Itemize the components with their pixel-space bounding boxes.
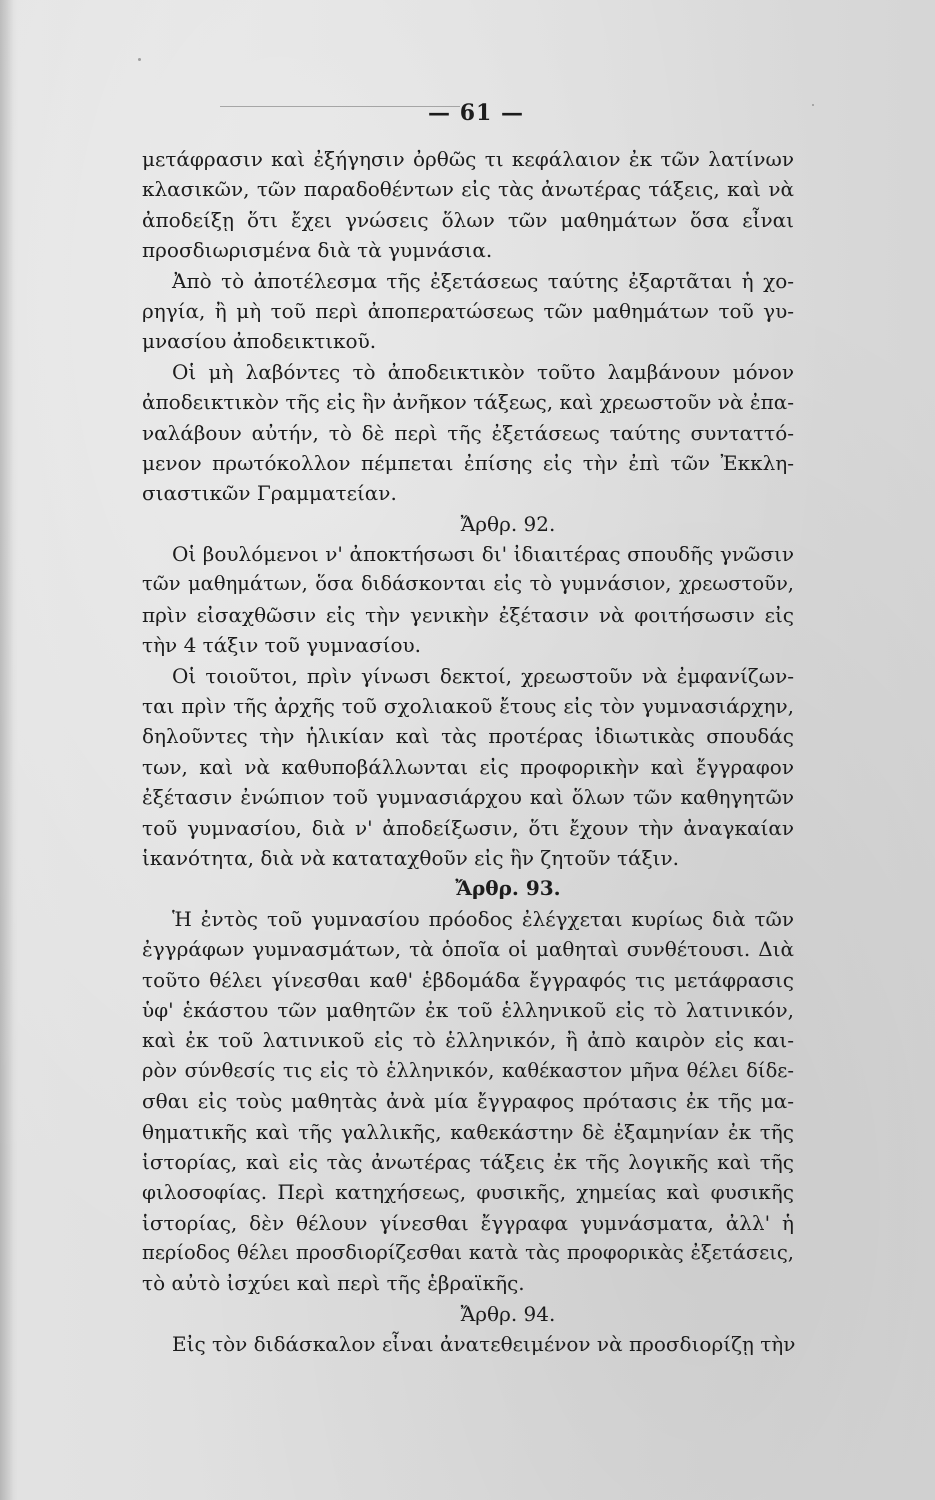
text-line: καὶ ἐκ τοῦ λατινικοῦ εἰς τὸ ἑλληνικόν, ἢ ἀπὸ καιρὸν εἰς και- (142, 1028, 794, 1053)
text-line: ρὸν σύνθεσίς τις εἰς τὸ ἑλληνικόν, καθέκαστον μῆνα θέλει δίδε- (142, 1058, 794, 1082)
text-line: ἱστορίας, δὲν θέλουν γίνεσθαι ἔγγραφα γυμνάσματα, ἀλλ' ἡ (142, 1210, 794, 1235)
text-line: ἀποδεικτικὸν τῆς εἰς ἣν ἀνῆκον τάξεως, καὶ χρεωστοῦν νὰ ἐπα- (142, 390, 794, 415)
text-line: τὴν 4 τάξιν τοῦ γυμνασίου. (142, 633, 422, 658)
text-line: μενον πρωτόκολλον πέμπεται ἐπίσης εἰς τὴν ἐπὶ τῶν Ἐκκλη- (142, 450, 794, 475)
text-line: ὑφ' ἑκάστου τῶν μαθητῶν ἐκ τοῦ ἑλληνικοῦ εἰς τὸ λατινικόν, (142, 997, 794, 1022)
text-line: κλασικῶν, τῶν παραδοθέντων εἰς τὰς ἀνωτέρας τάξεις, καὶ νὰ (142, 177, 794, 202)
text-line: ἱστορίας, καὶ εἰς τὰς ἀνωτέρας τάξεις ἐκ τῆς λογικῆς καὶ τῆς (142, 1149, 794, 1174)
text-line: ἐξέτασιν ἐνώπιον τοῦ γυμνασιάρχου καὶ ὅλων τῶν καθηγητῶν (142, 785, 794, 810)
text-line: Οἱ βουλόμενοι ν' ἀποκτήσωσι δι' ἰδιαιτέρας σπουδῆς γνῶσιν (172, 542, 794, 567)
text-line: τοῦ γυμνασίου, διὰ ν' ἀποδείξωσιν, ὅτι ἔχουν τὴν ἀναγκαίαν (142, 815, 794, 840)
text-line: Ἡ ἐντὸς τοῦ γυμνασίου πρόοδος ἐλέγχεται κυρίως διὰ τῶν (172, 906, 794, 931)
text-line: μετάφρασιν καὶ ἐξήγησιν ὀρθῶς τι κεφάλαιον ἐκ τῶν λατίνων (142, 147, 794, 171)
text-line: ρηγία, ἢ μὴ τοῦ περὶ ἀποπερατώσεως τῶν μαθημάτων τοῦ γυ- (142, 298, 794, 323)
text-line: Οἱ μὴ λαβόντες τὸ ἀποδεικτικὸν τοῦτο λαμβάνουν μόνον (172, 359, 794, 384)
text-line: πρὶν εἰσαχθῶσιν εἰς τὴν γενικὴν ἐξέτασιν νὰ φοιτήσωσιν εἰς (142, 602, 794, 627)
article-heading-94: Ἄρθρ. 94. (460, 1301, 556, 1326)
article-heading-92: Ἄρθρ. 92. (460, 511, 556, 536)
text-line: Εἰς τὸν διδάσκαλον εἶναι ἀνατεθειμένον νὰ προσδιορίζῃ τὴν (172, 1332, 796, 1357)
text-line: τὸ αὐτὸ ἰσχύει καὶ περὶ τῆς ἑβραϊκῆς. (142, 1271, 525, 1296)
text-line: φιλοσοφίας. Περὶ κατηχήσεως, φυσικῆς, χημείας καὶ φυσικῆς (142, 1180, 794, 1205)
text-line: των, καὶ νὰ καθυποβάλλωνται εἰς προφορικὴν καὶ ἔγγραφον (142, 754, 794, 779)
body-text (142, 144, 794, 1360)
text-line: ἀποδείξῃ ὅτι ἔχει γνώσεις ὅλων τῶν μαθημάτων ὅσα εἶναι (142, 207, 794, 232)
text-line: μνασίου ἀποδεικτικοῦ. (142, 329, 377, 354)
text-line: ται πρὶν τῆς ἀρχῆς τοῦ σχολιακοῦ ἔτους εἰς τὸν γυμνασιάρχην, (142, 694, 794, 719)
text-line: ἱκανότητα, διὰ νὰ καταταχθοῦν εἰς ἣν ζητοῦν τάξιν. (142, 845, 679, 870)
text-line: δηλοῦντες τὴν ἡλικίαν καὶ τὰς προτέρας ἰδιωτικὰς σπουδάς (142, 724, 794, 749)
page-edge-shadow (0, 0, 14, 1500)
page-header (140, 100, 795, 136)
text-line: περίοδος θέλει προσδιορίζεσθαι κατὰ τὰς προφορικὰς ἐξετάσεις, (142, 1241, 794, 1265)
text-line: τοῦτο θέλει γίνεσθαι καθ' ἑβδομάδα ἔγγραφός τις μετάφρασις (142, 967, 794, 992)
text-line: σιαστικῶν Γραμματείαν. (142, 481, 397, 506)
text-line: ναλάβουν αὐτήν, τὸ δὲ περὶ τῆς ἐξετάσεως ταύτης συνταττό- (142, 420, 794, 445)
text-line: Ἀπὸ τὸ ἀποτέλεσμα τῆς ἐξετάσεως ταύτης ἐξαρτᾶται ἡ χο- (172, 268, 794, 293)
text-line: ἐγγράφων γυμνασμάτων, τὰ ὁποῖα οἱ μαθηταὶ συνθέτουσι. Διὰ (142, 937, 794, 962)
text-line: θηματικῆς καὶ τῆς γαλλικῆς, καθεκάστην δὲ ἑξαμηνίαν ἐκ τῆς (142, 1119, 794, 1144)
text-line: προσδιωρισμένα διὰ τὰ γυμνάσια. (142, 238, 493, 263)
text-line: σθαι εἰς τοὺς μαθητὰς ἀνὰ μία ἔγγραφος πρότασις ἐκ τῆς μα- (142, 1089, 794, 1114)
text-line: τῶν μαθημάτων, ὅσα διδάσκονται εἰς τὸ γυμνάσιον, χρεωστοῦν, (142, 572, 794, 596)
ink-speck (812, 104, 814, 106)
page-number: — 61 — (428, 100, 524, 126)
text-line: Οἱ τοιοῦτοι, πρὶν γίνωσι δεκτοί, χρεωστοῦν νὰ ἐμφανίζων- (172, 663, 794, 688)
ink-speck (138, 58, 141, 61)
article-heading-93: Ἄρθρ. 93. (455, 876, 561, 901)
